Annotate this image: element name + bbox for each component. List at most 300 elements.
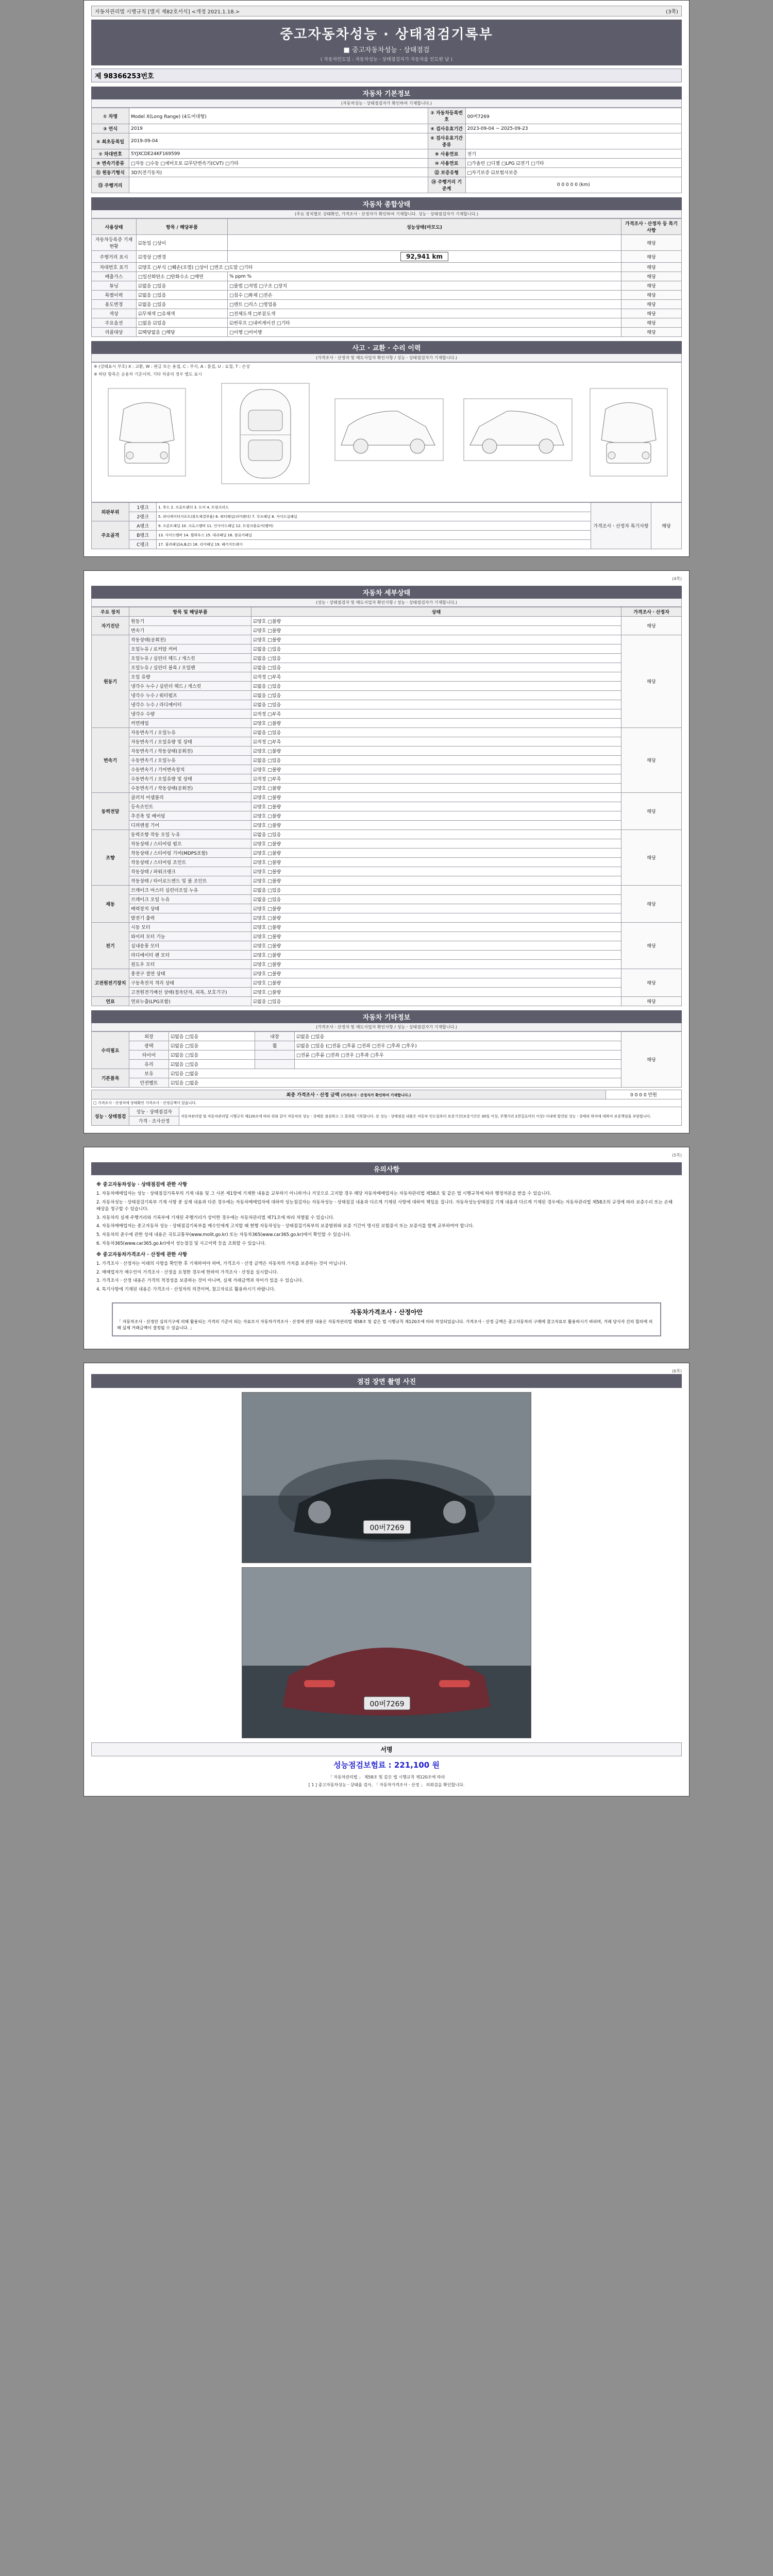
overall-opts-3[interactable]: □일산화탄소 □탄화수소 □매연 (137, 272, 228, 281)
accident-group-0: 외판부위 (92, 503, 129, 521)
table-row (92, 177, 682, 193)
detail-opts-5-3[interactable]: ☑양호 □불량 (251, 913, 621, 923)
detail-item-0-0: 원동기 (129, 617, 251, 626)
table-row (92, 149, 682, 159)
car-view-right (464, 399, 572, 461)
detail-item-5-0: 브레이크 마스터 실린더오일 누유 (129, 886, 251, 895)
table-row (92, 1078, 682, 1088)
table-row (92, 300, 682, 309)
detail-group-1: 원동기 (92, 635, 129, 728)
table-row (92, 997, 682, 1006)
table-row (92, 951, 682, 960)
detail-item-1-8: 냉각수 수량 (129, 709, 251, 719)
overall-opts-4[interactable]: ☑없음 □있음 (137, 281, 228, 291)
basic-item-1: 안전벨트 (129, 1078, 169, 1088)
warranty-checkboxes[interactable]: □자기보증 ☑보험사보증 (465, 168, 681, 177)
detail-sign-4: 해당 (621, 830, 682, 886)
sheet-1 (83, 0, 690, 557)
overall-sign-9: 해당 (621, 328, 682, 337)
detail-opts-4-4[interactable]: ☑양호 □불량 (251, 867, 621, 876)
detail-item-0-1: 변속기 (129, 626, 251, 635)
overall-sign-7: 해당 (621, 309, 682, 318)
inspection-fee (91, 1756, 682, 1773)
overall-sign-3: 해당 (621, 272, 682, 281)
other-item-3: 유리 (129, 1060, 169, 1069)
detail-opts-2-4[interactable]: ☑양호 □불량 (251, 765, 621, 774)
detail-col-1: 항목 및 해당부품 (129, 607, 251, 617)
notice-item-3: 3. 자동차의 실제 주행거리와 기록부에 기재된 주행거리가 상이한 경우에는 자동차관리법 제71조에 따라 처벌될 수 있습니다. (96, 1215, 334, 1221)
detail-item-4-1: 작동상태 / 스티어링 펌프 (129, 839, 251, 849)
detail-opts-0-0[interactable]: ☑양호 □불량 (251, 617, 621, 626)
table-row (92, 849, 682, 858)
table-row (92, 635, 682, 645)
detail-item-1-3: 오일누유 / 실린더 블록 / 오일팬 (129, 663, 251, 672)
notice-item-1: 1. 자동차매매업자는 성능ㆍ상태점검기록부의 기재 내용 및 그 사본 제1항에 기재한 내용을 교부하기 아니하거나 거짓으로 고지할 경우 해당 자동차매매업자는 자동차관리법 제58조 및 같은 법 시행규칙에 따라 행정처분을 받을 수 있습니다. (96, 1191, 551, 1197)
detail-item-1-1: 오일누유 / 로커암 커버 (129, 645, 251, 654)
overall-opts-7[interactable]: ☑무채색 □유채색 (137, 309, 228, 318)
detail-opts-1-2[interactable]: ☑없음 □있음 (251, 654, 621, 663)
detail-sign-7: 해당 (621, 969, 682, 997)
detail-item-7-1: 구동축전지 격리 상태 (129, 978, 251, 988)
table-row (92, 978, 682, 988)
table-row (92, 309, 682, 318)
other-item-0: 외장 (129, 1032, 169, 1041)
accident-rank-table (91, 502, 682, 549)
basic-value-1: 2019 (129, 124, 428, 133)
notice-item-2: 2. 자동차성능ㆍ상태점검기록부 기재 사항 중 실제 내용과 다른 경우에는 자동차매매업자에 대하여 성능점검자는 자동차성능ㆍ상태점검 내용과 다르게 기재된 사항에 대하여 책임을 집니다. 자동차성능상태점검 기재 내용과 다르게 기재된 경우에는 자동차관리법 제58조의 규정에 따라 보증수리 또는 손해배상을 청구할 수 있습니다. (96, 1200, 673, 1212)
overall-col-1: 항목 / 해당부품 (137, 219, 228, 235)
detail-item-5-3: 발전기 출력 (129, 913, 251, 923)
overall-opts-8[interactable]: □없음 ☑있음 (137, 318, 228, 328)
notice-item-6: 6. 자동차365(www.car365.go.kr)에서 성능점검 및 사고이력 등을 조회할 수 있습니다. (96, 1241, 266, 1246)
table-row (92, 784, 682, 793)
inspection-photo-front (242, 1392, 531, 1563)
table-row (92, 876, 682, 886)
section-subnote-other: (가격조사ㆍ산정자 및 매도사업자 확인사항 / 성능ㆍ상태점검자가 기재합니다.) (91, 1023, 682, 1031)
table-row (92, 617, 682, 626)
section-subnote-basic: (자동차성능ㆍ상태점검자가 확인하여 기재합니다.) (91, 99, 682, 108)
table-row (92, 700, 682, 709)
basic-label2-5: ⑫ 보증유형 (428, 168, 465, 177)
car-view-rear (590, 388, 667, 476)
detail-opts-1-8[interactable]: ☑적정 □부족 (251, 709, 621, 719)
table-row (92, 281, 682, 291)
basic-value-5: 3D7(전기동차) (129, 168, 428, 177)
fee-value: 221,100 원 (394, 1760, 440, 1770)
price-legal-text: 자동차관리법 및 자동차관리법 시행규칙 제120조에 따라 위와 같이 자동차의 성능ㆍ상태를 점검하고 그 결과를 기록합니다. 본 성능ㆍ상태점검 내용은 자동차 인도일부터 보증기간(보증기간은 30일 이상, 주행거리 2천킬로미터 이상) 이내에 발견된 성능ㆍ상태의 하자에 대하여 보증책임을 부담합니다. (179, 1107, 682, 1126)
overall-item-5: 특별이력 (92, 291, 137, 300)
vehicle-damage-diagram (91, 362, 682, 502)
overall-val-0 (228, 235, 621, 251)
detail-opts-7-2[interactable]: ☑양호 □불량 (251, 988, 621, 997)
overall-sign-2: 해당 (621, 263, 682, 272)
detail-sign-6: 해당 (621, 923, 682, 969)
detail-sign-0: 해당 (621, 617, 682, 635)
detail-opts-6-3[interactable]: ☑양호 □불량 (251, 951, 621, 960)
other-opts2-2[interactable]: □전륜 □후륜 □전좌 □전우 □후좌 □후우 (295, 1050, 621, 1060)
overall-item-1: 주행거리 표시 (92, 251, 137, 263)
detail-item-7-0: 충전구 절연 상태 (129, 969, 251, 978)
detail-opts-6-2[interactable]: ☑양호 □불량 (251, 941, 621, 951)
basic-value-6 (129, 177, 428, 193)
detail-item-2-6: 수동변속기 / 작동상태(공회전) (129, 784, 251, 793)
detail-opts-2-3[interactable]: ☑없음 □있음 (251, 756, 621, 765)
overall-item-2: 차대번호 표기 (92, 263, 137, 272)
page-title: 중고자동차성능 · 상태점검기록부 (280, 27, 493, 42)
guarantee-body: 「 자동차조사ㆍ산정안 심의기구에 의해 활용되는 가격의 기준이 되는 자료로서 자동차가격조사ㆍ산정에 관한 내용은 자동차관리법 제58조 및 같은 법 시행규칙 제120조에 따라 작성되었습니다. 가격조사ㆍ산정 금액은 중고자동차의 구매에 참고자료로 활용하시기 바라며, 거래 당사자 간의 합의에 의해 실제 거래금액이 결정될 수 있습니다. 」 (117, 1319, 653, 1330)
detail-item-7-2: 고전원전기배선 상태(접속단자, 피복, 보호기구) (129, 988, 251, 997)
table-row (92, 654, 682, 663)
odometer-digits: 0 0 0 0 0 (km) (465, 177, 681, 193)
detail-item-1-0: 작동상태(공회전) (129, 635, 251, 645)
other-opts2-1[interactable]: ☑없음 □있음 (□전륜 □후륜 □전좌 □전우 □후좌 □후우) (295, 1041, 621, 1050)
detail-opts-5-1[interactable]: ☑없음 □있음 (251, 895, 621, 904)
table-row (92, 895, 682, 904)
guarantee-title: 자동차가격조사 · 산정아안 (350, 1308, 423, 1316)
detail-item-3-0: 클러치 어셈블리 (129, 793, 251, 802)
detail-opts-1-6[interactable]: ☑없음 □있음 (251, 691, 621, 700)
detail-item-1-2: 오일누유 / 실린더 헤드 / 개스킷 (129, 654, 251, 663)
car-view-front (108, 388, 186, 476)
basic-item-0: 보유 (129, 1069, 169, 1078)
notice2-item-4: 4. 특기사항에 기재된 내용은 가격조사ㆍ산정자의 의견이며, 참고자료로 활용하시기 바랍니다. (96, 1287, 276, 1292)
notice2-item-1: 1. 가격조사ㆍ산정자는 이래의 사항을 확인한 후 기재하여야 하며, 가격조사ㆍ산정 금액은 자동차의 가치를 보증하는 것이 아닙니다. (96, 1261, 347, 1266)
overall-sign-6: 해당 (621, 300, 682, 309)
basic-label2-6: ⑭ 주행거리 기준계 (428, 177, 465, 193)
detail-item-4-4: 작동상태 / 파워크랭크 (129, 867, 251, 876)
basic-label2-3: ⑧ 사용연료 (428, 149, 465, 159)
basic-items-label: 기본품목 (92, 1069, 129, 1088)
accident-rank-1c: C랭크 (129, 540, 157, 549)
basic-label-0: ① 차명 (92, 108, 129, 124)
price-table (91, 1090, 682, 1126)
detail-opts-4-0[interactable]: ☑없음 □있음 (251, 830, 621, 839)
other-item-1: 광택 (129, 1041, 169, 1050)
detail-item-4-5: 작동상태 / 타이로드엔드 및 볼 조인트 (129, 876, 251, 886)
detail-item-8-0: 연료누출(LPG포함) (129, 997, 251, 1006)
detail-group-6: 전기 (92, 923, 129, 969)
basic-item-opts-0[interactable]: ☑있음 □없음 (169, 1069, 621, 1078)
overall-item-0: 자동차등록증 기재 현황 (92, 235, 137, 251)
diagram-legend-line2: ※ 하단 항목은 승용차 기준이며, 기타 차종의 경우 별도 표시 (94, 372, 202, 377)
other-opts-3[interactable]: ☑없음 □있음 (169, 1060, 255, 1069)
detail-item-2-2: 자동변속기 / 작동상태(공회전) (129, 747, 251, 756)
license-plate-rear-text: 00버7269 (369, 1700, 405, 1708)
table-row (92, 133, 682, 149)
detail-item-1-6: 냉각수 누수 / 워터펌프 (129, 691, 251, 700)
other-sign: 해당 (621, 1032, 682, 1088)
detail-opts-3-0[interactable]: ☑양호 □불량 (251, 793, 621, 802)
notice2-item-2: 2. 매매업자가 매수인이 가격조사ㆍ산정을 요청한 경우에 한하여 가격조사ㆍ산정을 실시합니다. (96, 1269, 278, 1275)
overall-val-1 (228, 251, 621, 263)
detail-opts-0-1[interactable]: ☑양호 □불량 (251, 626, 621, 635)
table-row (92, 719, 682, 728)
table-row (92, 251, 682, 263)
accident-items-1a: 9. 프론트패널 10. 크로스멤버 11. 인사이드패널 12. 트렁크플로어(멤버) (157, 521, 591, 531)
table-row (92, 774, 682, 784)
table-row (92, 682, 682, 691)
table-row (92, 1032, 682, 1041)
overall-opts-5[interactable]: ☑없음 □있음 (137, 291, 228, 300)
basic-label2-0: ② 자동차등록번호 (428, 108, 465, 124)
section-header-other: 자동차 기타정보 (91, 1010, 682, 1023)
detail-group-7: 고전원전기장치 (92, 969, 129, 997)
accident-note-col: 가격조사ㆍ산정자 특기사항 (591, 503, 651, 549)
table-row (92, 793, 682, 802)
price-left-label: 성능ㆍ상태점검 (92, 1107, 129, 1126)
table-row (92, 1041, 682, 1050)
other-opts2-3[interactable] (295, 1060, 621, 1069)
fee-label: 성능점검보험료 : (333, 1760, 392, 1770)
overall-val-8[interactable]: ☑썬루프 □내비게이션 □기타 (228, 318, 621, 328)
table-row (92, 802, 682, 811)
detail-table-body (92, 617, 682, 1006)
detail-col-0: 주요 장치 (92, 607, 129, 617)
table-row (92, 737, 682, 747)
table-row (92, 988, 682, 997)
other-info-table (91, 1031, 682, 1088)
overall-opts-9[interactable]: ☑해당없음 □해당 (137, 328, 228, 337)
table-row (92, 904, 682, 913)
section-header-photos: 점검 장면 촬영 사진 (91, 1374, 682, 1388)
table-row (92, 235, 682, 251)
table-row (92, 1069, 682, 1078)
detail-opts-3-2[interactable]: ☑양호 □불량 (251, 811, 621, 821)
document-number: 제 98366253번호 (91, 69, 682, 82)
overall-val-6[interactable]: □렌트 □리스 □영업용 (228, 300, 621, 309)
table-row (92, 821, 682, 830)
other-item-2: 타이어 (129, 1050, 169, 1060)
price-checkbox-row[interactable]: □ 가격조사ㆍ산정자에 상태확인 가격조사ㆍ산정금액이 있습니다. (92, 1099, 682, 1107)
overall-opts-6[interactable]: ☑없음 □있음 (137, 300, 228, 309)
detail-group-0: 자기진단 (92, 617, 129, 635)
footer-line-2: [ 1 ] 중고자동차성능ㆍ상태를 검사, 「 자동차가격조사ㆍ산정 」 의뢰검을 확인합니다. (308, 1782, 465, 1787)
table-row (92, 867, 682, 876)
detail-opts-5-2[interactable]: ☑양호 □불량 (251, 904, 621, 913)
other-group-label: 수리필요 (92, 1032, 129, 1069)
overall-item-4: 튜닝 (92, 281, 137, 291)
table-row (92, 108, 682, 124)
form-topbar (91, 6, 682, 16)
table-header-row (92, 607, 682, 617)
table-row (92, 913, 682, 923)
table-row (92, 272, 682, 281)
signature-row: 서명 (91, 1742, 682, 1756)
table-row (92, 626, 682, 635)
detail-item-1-9: 커먼레일 (129, 719, 251, 728)
detail-sign-3: 해당 (621, 793, 682, 830)
detail-item-6-1: 와이퍼 모터 기능 (129, 932, 251, 941)
detail-col-3: 가격조사ㆍ산정자 (621, 607, 682, 617)
car-diagram-svg (93, 378, 680, 489)
table-row (92, 291, 682, 300)
table-row (92, 1099, 682, 1107)
section-header-notice: 유의사항 (91, 1162, 682, 1175)
table-row (92, 124, 682, 133)
detail-opts-3-1[interactable]: ☑양호 □불량 (251, 802, 621, 811)
price-header (92, 1090, 606, 1099)
other-opts-1[interactable]: ☑없음 □있음 (169, 1041, 255, 1050)
basic-value2-0: 00버7269 (465, 108, 681, 124)
overall-sign-0: 해당 (621, 235, 682, 251)
detail-opts-2-1[interactable]: ☑적정 □부족 (251, 737, 621, 747)
table-row (92, 645, 682, 654)
basic-item-opts-1[interactable]: ☑있음 □없음 (169, 1078, 621, 1088)
section-subnote-detail: (성능ㆍ상태점검자 및 매도사업자 확인사항 / 성능ㆍ상태점검자가 기재합니다.) (91, 599, 682, 607)
other-opts2-0[interactable]: ☑없음 □있음 (295, 1032, 621, 1041)
overall-opts-2[interactable]: ☑양호 □부식 □훼손(오염) □상이 □변조 □도말 □기타 (137, 263, 621, 272)
overall-val-7[interactable]: □전체도색 □부분도색 (228, 309, 621, 318)
overall-col-3: 가격조사ㆍ산정자 등 특기사항 (621, 219, 682, 235)
transmission-checkboxes[interactable]: □자동 □수동 □세미오토 ☑무단변속기(CVT) □기타 (129, 159, 428, 168)
other-item2-0: 내장 (255, 1032, 295, 1041)
detail-opts-8-0[interactable]: ☑없음 □있음 (251, 997, 621, 1006)
detail-opts-1-7[interactable]: ☑없음 □있음 (251, 700, 621, 709)
accident-rank-1b: B랭크 (129, 531, 157, 540)
table-row (92, 858, 682, 867)
overall-opts-1[interactable]: ☑정상 □변경 (137, 251, 228, 263)
price-amount: 0 0 0 0 만원 (606, 1090, 682, 1099)
accident-items-0b: 5. 라디에이터서포트(볼트체결부품) 6. 쿼터패널(리어펜더) 7. 루프패널 8. 사이드실패널 (157, 512, 591, 521)
detail-opts-4-3[interactable]: ☑양호 □불량 (251, 858, 621, 867)
detail-opts-4-2[interactable]: ☑양호 □불량 (251, 849, 621, 858)
detail-opts-2-0[interactable]: ☑없음 □있음 (251, 728, 621, 737)
table-row (92, 263, 682, 272)
accident-items-0a: 1. 후드 2. 프론트펜더 3. 도어 4. 트렁크리드 (157, 503, 591, 512)
detail-item-2-4: 수동변속기 / 기어변속장치 (129, 765, 251, 774)
other-opts-2[interactable]: ☑없음 □있음 (169, 1050, 255, 1060)
detail-opts-1-4[interactable]: ☑적정 □부족 (251, 672, 621, 682)
detail-item-1-5: 냉각수 누수 / 실린더 헤드 / 개스킷 (129, 682, 251, 691)
table-row (92, 941, 682, 951)
accident-items-1c: 17. 필러패널(A,B,C) 18. 리어패널 19. 패키지트레이 (157, 540, 591, 549)
detail-group-2: 변속기 (92, 728, 129, 793)
section-header-overall: 자동차 종합상태 (91, 197, 682, 210)
price-row1-label: 성능 · 상태점검자 (129, 1107, 179, 1116)
detail-item-3-3: 디퍼렌셜 기어 (129, 821, 251, 830)
other-opts-0[interactable]: ☑없음 □있음 (169, 1032, 255, 1041)
detail-item-1-4: 오일 유량 (129, 672, 251, 682)
accident-rank-0a: 1랭크 (129, 503, 157, 512)
detail-opts-1-0[interactable]: ☑양호 □불량 (251, 635, 621, 645)
inspection-photo-rear (242, 1567, 531, 1738)
page-number-3: (5쪽) (671, 1153, 682, 1158)
overall-item-8: 주요옵션 (92, 318, 137, 328)
table-row (92, 159, 682, 168)
detail-opts-2-2[interactable]: ☑양호 □불량 (251, 747, 621, 756)
overall-item-3: 배출가스 (92, 272, 137, 281)
overall-col-0: 사용상태 (92, 219, 137, 235)
page-number-2: (4쪽) (671, 577, 682, 581)
car-view-top (222, 383, 309, 484)
overall-sign-4: 해당 (621, 281, 682, 291)
table-row (92, 960, 682, 969)
detail-opts-2-6[interactable]: ☑양호 □불량 (251, 784, 621, 793)
notice-section2-title: ※ 중고자동차가격조사 · 산정에 관한 사항 (96, 1251, 188, 1258)
basic-label-1: ③ 연식 (92, 124, 129, 133)
detail-item-6-3: 라디에이터 팬 모터 (129, 951, 251, 960)
detail-item-5-2: 배력장치 상태 (129, 904, 251, 913)
basic-label-5: ⑪ 원동기형식 (92, 168, 129, 177)
accident-items-1b: 13. 사이드멤버 14. 휠하우스 15. 대쉬패널 16. 플로어패널 (157, 531, 591, 540)
basic-label-2: ⑤ 최초등록일 (92, 133, 129, 149)
detail-state-table (91, 607, 682, 1006)
photo-rear-svg (242, 1568, 531, 1738)
detail-item-6-4: 윈도우 모터 (129, 960, 251, 969)
detail-item-3-2: 추진축 및 베어링 (129, 811, 251, 821)
mileage-unit: km (432, 253, 443, 260)
price-header-note: (가격조사ㆍ산정자가 확인하여 기재합니다.) (341, 1093, 411, 1097)
detail-opts-1-5[interactable]: ☑없음 □있음 (251, 682, 621, 691)
overall-opts-0[interactable]: ☑동일 □상이 (137, 235, 228, 251)
detail-opts-4-1[interactable]: ☑양호 □불량 (251, 839, 621, 849)
table-header-row (92, 219, 682, 235)
detail-opts-6-0[interactable]: ☑양호 □불량 (251, 923, 621, 932)
table-row (92, 1090, 682, 1099)
section-header-basic: 자동차 기본정보 (91, 87, 682, 99)
detail-opts-6-1[interactable]: ☑양호 □불량 (251, 932, 621, 941)
table-row (92, 168, 682, 177)
mileage-value: 92,941 (406, 253, 430, 260)
table-row (92, 328, 682, 337)
detail-sign-5: 해당 (621, 886, 682, 923)
table-row (92, 503, 682, 512)
detail-item-6-0: 시동 모터 (129, 923, 251, 932)
detail-opts-5-0[interactable]: ☑없음 □있음 (251, 886, 621, 895)
basic-label2-4: ⑩ 사용연료 (428, 159, 465, 168)
mileage-box (400, 252, 448, 261)
basic-info-table (91, 108, 682, 193)
overall-val-9[interactable]: □이행 □미이행 (228, 328, 621, 337)
detail-opts-1-9[interactable]: ☑양호 □불량 (251, 719, 621, 728)
car-view-left (335, 399, 443, 461)
detail-opts-6-4[interactable]: ☑양호 □불량 (251, 960, 621, 969)
detail-sign-1: 해당 (621, 635, 682, 728)
overall-val-4[interactable]: □불법 □적법 □구조 □장치 (228, 281, 621, 291)
accident-rank-1a: A랭크 (129, 521, 157, 531)
table-row (92, 969, 682, 978)
basic-value-0: Model X(Long Range) (4도어대형) (129, 108, 428, 124)
accident-sign: 해당 (651, 503, 682, 549)
guarantee-box (112, 1302, 661, 1336)
detail-sign-8: 해당 (621, 997, 682, 1006)
fuel-checkboxes[interactable]: □가솔린 □디젤 □LPG ☑전기 □기타 (465, 159, 681, 168)
detail-opts-3-3[interactable]: ☑양호 □불량 (251, 821, 621, 830)
basic-label-4: ⑨ 변속기종류 (92, 159, 129, 168)
accident-group-1: 주요골격 (92, 521, 129, 549)
detail-item-2-5: 수동변속기 / 오일유량 및 상태 (129, 774, 251, 784)
detail-opts-1-3[interactable]: ☑없음 □있음 (251, 663, 621, 672)
detail-opts-4-5[interactable]: ☑양호 □불량 (251, 876, 621, 886)
photo-front-svg (242, 1393, 531, 1563)
overall-val-5[interactable]: □침수 □화재 □전손 (228, 291, 621, 300)
diagram-legend-line1: ※ (상태표시 부호) X : 교환, W : 판금 또는 용접, C : 부식, A : 흠집, U : 요철, T : 손상 (94, 364, 250, 369)
detail-item-2-3: 수동변속기 / 오일누유 (129, 756, 251, 765)
overall-item-7: 색상 (92, 309, 137, 318)
detail-opts-2-5[interactable]: ☑적정 □부족 (251, 774, 621, 784)
page-number-1: (3쪽) (666, 9, 678, 15)
detail-item-1-7: 냉각수 누수 / 라디에이터 (129, 700, 251, 709)
page-number-4: (6쪽) (671, 1368, 682, 1374)
sheet-3-notice (83, 1147, 690, 1349)
overall-sign-1: 해당 (621, 251, 682, 263)
table-row (92, 728, 682, 737)
table-row (92, 756, 682, 765)
section-header-accident: 사고 · 교환 · 수리 이력 (91, 341, 682, 354)
detail-opts-1-1[interactable]: ☑없음 □있음 (251, 645, 621, 654)
detail-opts-7-0[interactable]: ☑양호 □불량 (251, 969, 621, 978)
detail-opts-7-1[interactable]: ☑양호 □불량 (251, 978, 621, 988)
